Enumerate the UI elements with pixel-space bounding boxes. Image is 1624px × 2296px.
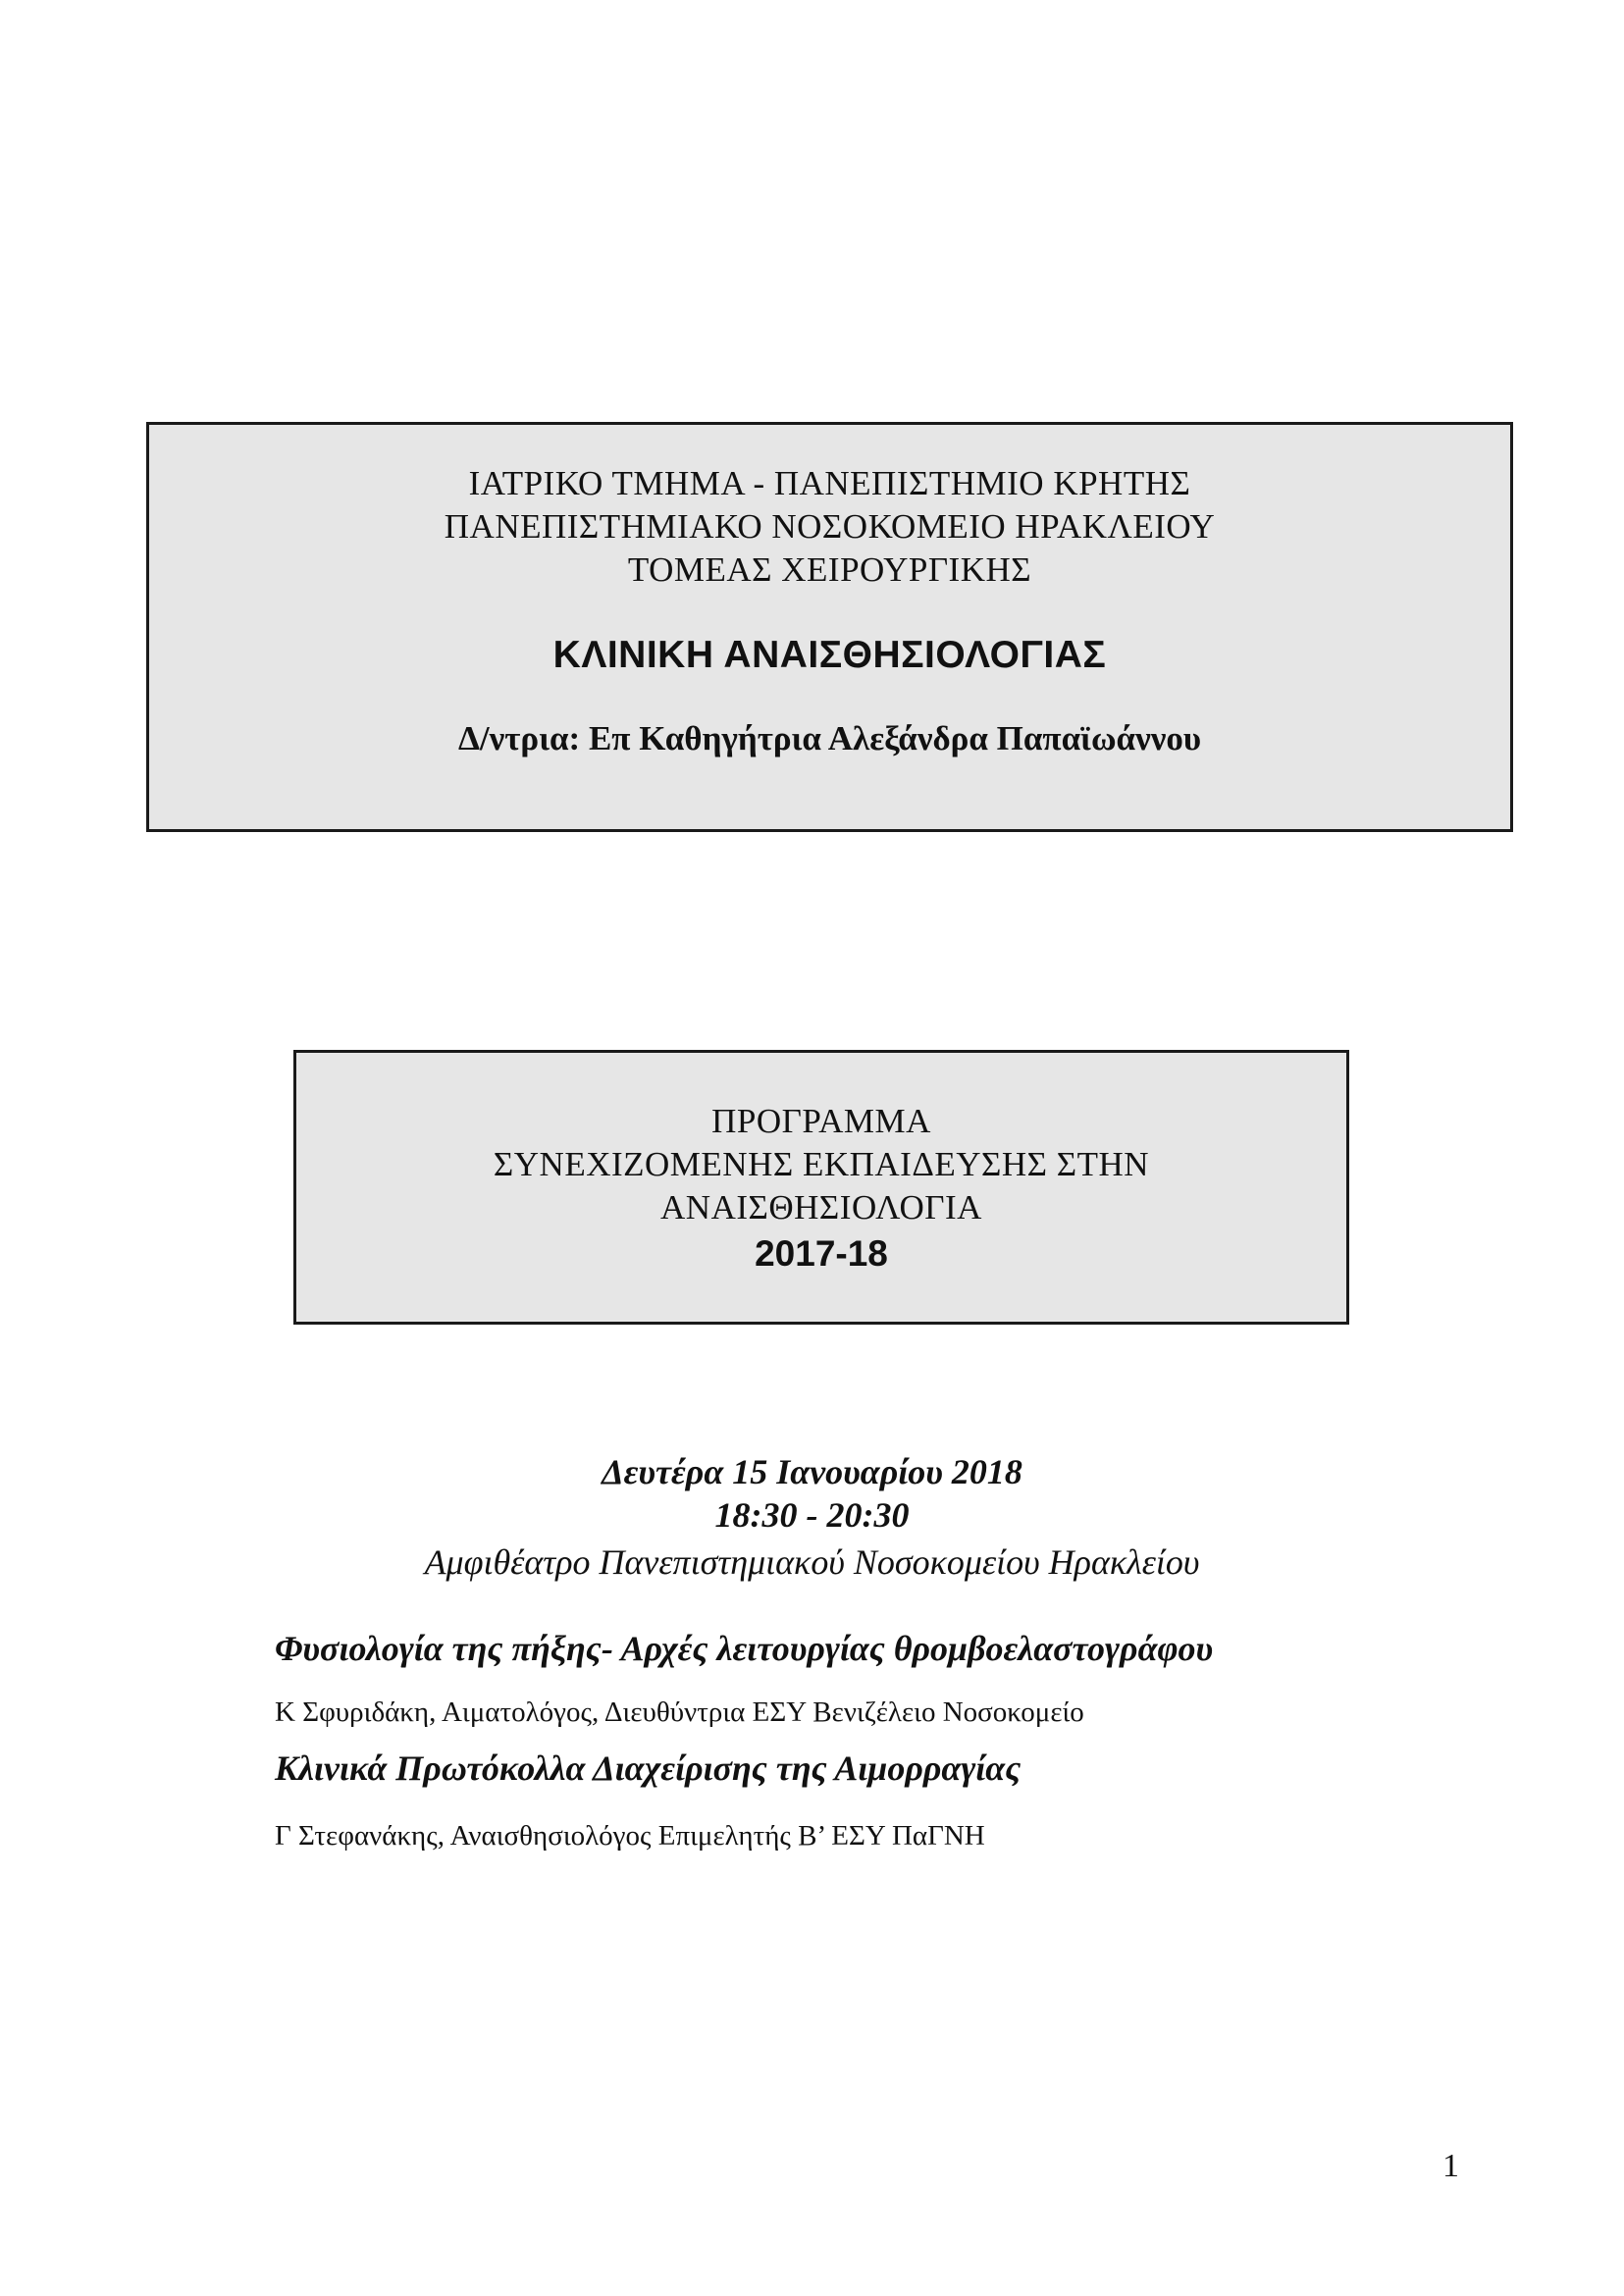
talk-speaker-1: Κ Σφυριδάκη, Αιματολόγος, Διευθύντρια ΕΣΥ Βενιζέλειο Νοσοκομείο — [275, 1696, 1084, 1728]
header-line-sector: ΤΟΜΕΑΣ ΧΕΙΡΟΥΡΓΙΚΗΣ — [627, 550, 1032, 589]
talk-speaker-2: Γ Στεφανάκης, Αναισθησιολόγος Επιμελητής Β’ ΕΣΥ ΠαΓΝΗ — [275, 1820, 985, 1852]
program-title-box — [293, 1050, 1349, 1325]
header-line-department: ΙΑΤΡΙΚΟ ΤΜΗΜΑ - ΠΑΝΕΠΙΣΤΗΜΙΟ ΚΡΗΤΗΣ — [468, 464, 1191, 502]
program-line-1: ΠΡΟΓΡΑΜΜΑ — [711, 1102, 931, 1140]
talk-title-1: Φυσιολογία της πήξης- Αρχές λειτουργίας θρομβοελαστογράφου — [275, 1629, 1214, 1668]
clinic-director: Δ/ντρια: Επ Καθηγήτρια Αλεξάνδρα Παπαϊωάννου — [457, 719, 1202, 757]
talk-title-2: Κλινικά Πρωτόκολλα Διαχείρισης της Αιμορραγίας — [275, 1748, 1022, 1788]
page-number: 1 — [1442, 2148, 1459, 2184]
program-year: 2017-18 — [755, 1233, 888, 1274]
clinic-title: ΚΛΙΝΙΚΗ ΑΝΑΙΣΘΗΣΙΟΛΟΓΙΑΣ — [552, 634, 1107, 676]
program-line-3: ΑΝΑΙΣΘΗΣΙΟΛΟΓΙΑ — [660, 1188, 982, 1226]
header-line-hospital: ΠΑΝΕΠΙΣΤΗΜΙΑΚΟ ΝΟΣΟΚΟΜΕΙΟ ΗΡΑΚΛΕΙΟΥ — [444, 507, 1216, 546]
event-time: 18:30 - 20:30 — [714, 1495, 910, 1535]
event-venue: Αμφιθέατρο Πανεπιστημιακού Νοσοκομείου Ηρακλείου — [424, 1542, 1200, 1582]
institution-header-box — [146, 422, 1513, 832]
event-date: Δευτέρα 15 Ιανουαρίου 2018 — [602, 1452, 1022, 1491]
program-line-2: ΣΥΝΕΧΙΖΟΜΕΝΗΣ ΕΚΠΑΙΔΕΥΣΗΣ ΣΤΗΝ — [493, 1145, 1150, 1183]
